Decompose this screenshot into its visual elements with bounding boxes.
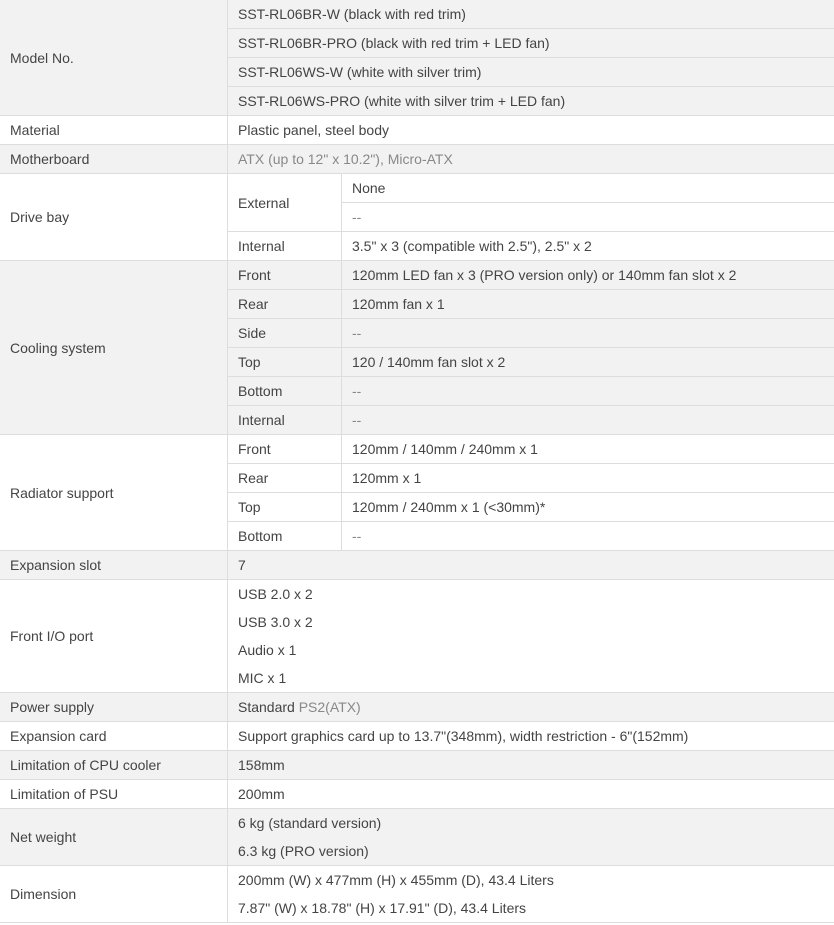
radiator-sublabel: Top	[228, 493, 342, 521]
spec-label-expansion-slot: Expansion slot	[0, 551, 228, 579]
spec-row-cooling	[0, 261, 834, 435]
spec-label-model: Model No.	[0, 0, 228, 115]
cooling-value: --	[352, 412, 362, 428]
spec-label-net-weight: Net weight	[0, 809, 228, 865]
net-weight-value: 6.3 kg (PRO version)	[238, 843, 369, 859]
cooling-sublabel: Front	[228, 261, 342, 289]
spec-label-cooling: Cooling system	[0, 261, 228, 434]
model-value: SST-RL06BR-PRO (black with red trim + LED fan)	[228, 29, 834, 58]
radiator-rear	[228, 464, 834, 493]
spec-label-motherboard: Motherboard	[0, 145, 228, 173]
spec-row-power-supply	[0, 693, 834, 722]
drive-bay-external-label: External	[228, 174, 342, 231]
spec-row-expansion-card	[0, 722, 834, 751]
cooling-sublabel: Side	[228, 319, 342, 347]
cooling-value: 120mm fan x 1	[352, 296, 445, 312]
spec-label-psu: Limitation of PSU	[0, 780, 228, 808]
drive-bay-internal	[228, 232, 834, 260]
spec-row-cpu-cooler	[0, 751, 834, 780]
cpu-cooler-value: 158mm	[238, 757, 285, 773]
power-supply-ps2: PS2(ATX)	[298, 699, 361, 715]
front-io-value: MIC x 1	[238, 670, 287, 686]
net-weight-value: 6 kg (standard version)	[238, 815, 382, 831]
spec-label-material: Material	[0, 116, 228, 144]
spec-label-radiator: Radiator support	[0, 435, 228, 550]
cooling-front	[228, 261, 834, 290]
model-value: SST-RL06BR-W (black with red trim)	[228, 0, 834, 29]
cooling-value: --	[352, 325, 362, 341]
cooling-sublabel: Bottom	[228, 377, 342, 405]
spec-label-dimension: Dimension	[0, 866, 228, 922]
drive-bay-external	[228, 174, 834, 232]
radiator-value: --	[352, 528, 362, 544]
spec-label-front-io: Front I/O port	[0, 580, 228, 692]
motherboard-atx: ATX (up to 12" x 10.2"),	[238, 151, 384, 167]
expansion-slot-value: 7	[238, 557, 246, 573]
radiator-sublabel: Bottom	[228, 522, 342, 550]
motherboard-value	[228, 145, 834, 173]
radiator-value: 120mm / 240mm x 1 (<30mm)*	[352, 499, 546, 515]
spec-label-cpu-cooler: Limitation of CPU cooler	[0, 751, 228, 779]
spec-row-psu	[0, 780, 834, 809]
spec-row-front-io	[0, 580, 834, 693]
radiator-top	[228, 493, 834, 522]
radiator-value: 120mm x 1	[352, 470, 422, 486]
spec-row-drive-bay	[0, 174, 834, 261]
front-io-value: Audio x 1	[238, 642, 297, 658]
dimension-value: 7.87" (W) x 18.78" (H) x 17.91" (D), 43.4 Liters	[238, 900, 527, 916]
front-io-value: USB 3.0 x 2	[238, 614, 313, 630]
model-value: SST-RL06WS-PRO (white with silver trim + LED fan)	[238, 93, 566, 109]
motherboard-microatx: Micro-ATX	[383, 151, 453, 167]
radiator-bottom	[228, 522, 834, 550]
spec-row-net-weight	[0, 809, 834, 866]
cooling-value: 120 / 140mm fan slot x 2	[352, 354, 506, 370]
front-io-value: USB 2.0 x 2	[238, 586, 313, 602]
spec-label-expansion-card: Expansion card	[0, 722, 228, 750]
cooling-internal	[228, 406, 834, 434]
spec-row-expansion-slot	[0, 551, 834, 580]
power-supply-value	[228, 693, 834, 721]
spec-row-dimension	[0, 866, 834, 923]
cooling-bottom	[228, 377, 834, 406]
radiator-front	[228, 435, 834, 464]
spec-row-material	[0, 116, 834, 145]
spec-row-motherboard	[0, 145, 834, 174]
dimension-value: 200mm (W) x 477mm (H) x 455mm (D), 43.4 Liters	[238, 872, 554, 888]
cooling-top	[228, 348, 834, 377]
spec-label-drive-bay: Drive bay	[0, 174, 228, 260]
cooling-value: 120mm LED fan x 3 (PRO version only) or 140mm fan slot x 2	[352, 267, 737, 283]
radiator-sublabel: Front	[228, 435, 342, 463]
cooling-sublabel: Internal	[228, 406, 342, 434]
spec-values-model	[228, 0, 834, 115]
spec-row-model	[0, 0, 834, 116]
model-value: SST-RL06WS-W (white with silver trim)	[228, 58, 834, 87]
cooling-side	[228, 319, 834, 348]
spec-row-radiator	[0, 435, 834, 551]
power-supply-standard: Standard	[238, 699, 299, 715]
spec-label-power-supply: Power supply	[0, 693, 228, 721]
drive-bay-internal-label: Internal	[228, 232, 342, 260]
radiator-sublabel: Rear	[228, 464, 342, 492]
expansion-card-value: Support graphics card up to 13.7"(348mm), width restriction - 6"(152mm)	[238, 728, 689, 744]
psu-value: 200mm	[238, 786, 285, 802]
cooling-sublabel: Top	[228, 348, 342, 376]
radiator-value: 120mm / 140mm / 240mm x 1	[352, 441, 538, 457]
cooling-sublabel: Rear	[228, 290, 342, 318]
material-value: Plastic panel, steel body	[238, 122, 389, 138]
drive-bay-external-value: --	[352, 209, 362, 225]
drive-bay-external-value: None	[342, 174, 834, 203]
drive-bay-internal-value: 3.5" x 3 (compatible with 2.5"), 2.5" x 2	[352, 238, 592, 254]
cooling-rear	[228, 290, 834, 319]
cooling-value: --	[352, 383, 362, 399]
